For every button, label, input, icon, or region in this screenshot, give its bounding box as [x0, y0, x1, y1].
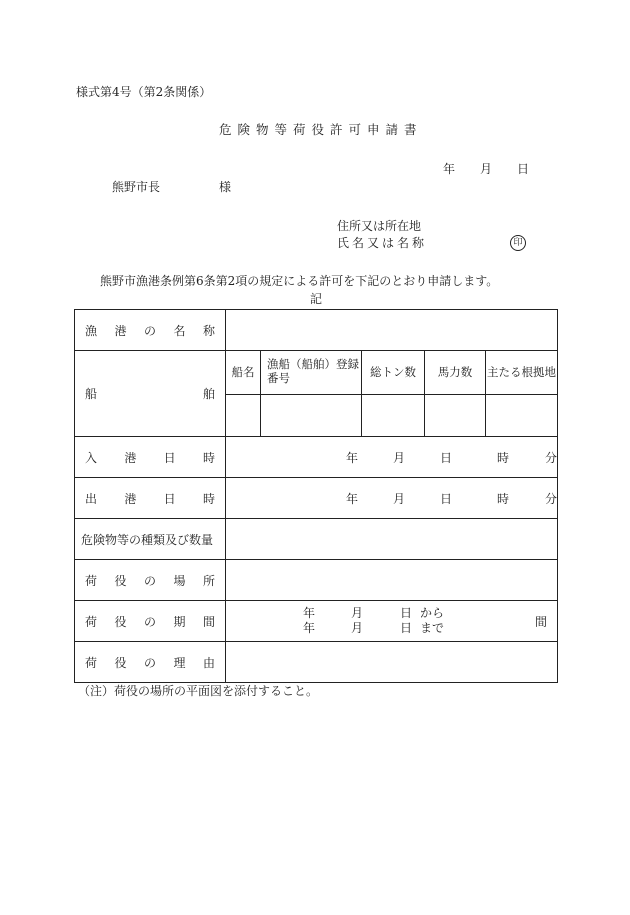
- addressee-honorific: 様: [219, 180, 232, 194]
- hazmat-value[interactable]: [225, 519, 557, 560]
- vessel-detail-cell: [225, 351, 557, 437]
- vessel-value-row: [226, 394, 557, 436]
- vessel-col-registration: 漁船（船舶）登録番号: [260, 351, 361, 394]
- hazmat-row: [75, 519, 558, 560]
- fishing-port-row: [75, 310, 558, 351]
- exit-datetime-value[interactable]: 年 月 日 時 分: [225, 478, 557, 519]
- form-number: 様式第4号（第2条関係）: [76, 85, 212, 99]
- name-label: 氏名又は名称: [337, 236, 428, 250]
- date-year: 年: [443, 162, 456, 176]
- place-value[interactable]: [225, 560, 557, 601]
- document-title: 危険物等荷役許可申請書: [219, 122, 423, 137]
- vessel-home-port-value[interactable]: [485, 394, 557, 436]
- vessel-col-horsepower: 馬力数: [424, 351, 485, 394]
- fishing-port-label-cell: [75, 310, 226, 351]
- address-label: 住所又は所在地: [337, 219, 422, 233]
- reason-label: 荷 役 の 理 由: [85, 655, 215, 670]
- date-month: 月: [480, 162, 493, 176]
- reason-value[interactable]: [225, 642, 557, 683]
- vessel-label: 船 舶: [85, 387, 215, 401]
- entry-label: 入 港 日 時: [85, 450, 215, 465]
- vessel-detail-table: [226, 351, 557, 436]
- vessel-header-row: [226, 351, 557, 394]
- hazmat-label: 危険物等の種類及び数量: [75, 519, 226, 560]
- seal-mark: 印: [510, 235, 526, 251]
- date-day: 日: [517, 162, 530, 176]
- application-date: [443, 163, 529, 175]
- vessel-horsepower-value[interactable]: [424, 394, 485, 436]
- ki-label: 記: [310, 292, 323, 306]
- vessel-col-tonnage: 総トン数: [361, 351, 424, 394]
- place-label: 荷 役 の 場 所: [85, 573, 215, 588]
- place-label-cell: [75, 560, 226, 601]
- reason-row: [75, 642, 558, 683]
- reason-label-cell: [75, 642, 226, 683]
- entry-label-cell: [75, 437, 226, 478]
- place-row: [75, 560, 558, 601]
- body-text: 熊野市漁港条例第6条第2項の規定による許可を下記のとおり申請します。: [100, 274, 499, 288]
- period-row: [75, 601, 558, 642]
- period-value[interactable]: [225, 601, 557, 642]
- addressee-name: 熊野市長: [112, 180, 161, 194]
- footnote: （注）荷役の場所の平面図を添付すること。: [78, 684, 319, 698]
- vessel-name-value[interactable]: [226, 394, 261, 436]
- application-table: [74, 309, 558, 683]
- entry-datetime-row: [75, 437, 558, 478]
- period-suffix: 間: [534, 614, 547, 629]
- vessel-col-home-port: 主たる根拠地: [485, 351, 557, 394]
- exit-label-cell: [75, 478, 226, 519]
- fishing-port-value[interactable]: [225, 310, 557, 351]
- vessel-registration-value[interactable]: [260, 394, 361, 436]
- period-label-cell: [75, 601, 226, 642]
- vessel-tonnage-value[interactable]: [361, 394, 424, 436]
- vessel-label-cell: [75, 351, 226, 437]
- exit-label: 出 港 日 時: [85, 491, 215, 506]
- entry-datetime-value[interactable]: 年 月 日 時 分: [225, 437, 557, 478]
- period-from: 年 月 日 から: [302, 606, 444, 620]
- fishing-port-label: 漁 港 の 名 称: [85, 323, 215, 338]
- vessel-row: [75, 351, 558, 437]
- exit-datetime-row: [75, 478, 558, 519]
- vessel-col-name: 船名: [226, 351, 261, 394]
- period-label: 荷 役 の 期 間: [85, 614, 215, 629]
- period-to: 年 月 日 まで: [302, 621, 444, 635]
